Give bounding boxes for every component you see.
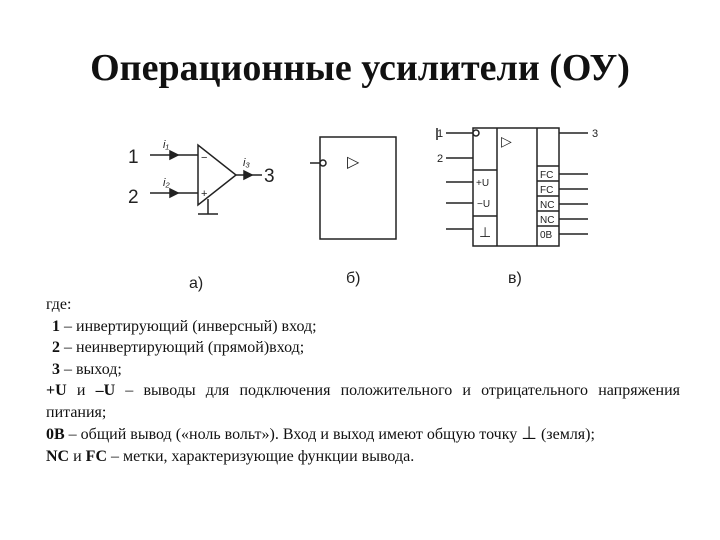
label-plus-u: +U	[476, 178, 490, 189]
legend-6-term-b: FC	[85, 447, 107, 465]
minus-sign: −	[201, 152, 208, 164]
input1-arrow	[170, 151, 178, 159]
label-fc2: FC	[540, 185, 554, 196]
pin1-bubble	[473, 130, 479, 136]
label-0b: 0B	[540, 230, 553, 241]
pin-label-c2: 2	[437, 153, 444, 165]
legend-5-text: – общий вывод («ноль вольт»). Вход и выход имеют общую точку	[64, 426, 522, 443]
opamp-box	[320, 137, 396, 239]
diagram-b	[310, 137, 396, 239]
legend-intro: где:	[46, 296, 72, 313]
label-nc2: NC	[540, 215, 555, 226]
caption-b: б)	[346, 270, 361, 287]
opamp-symbol-b: ▷	[347, 154, 360, 171]
legend-4-term-a: +U	[46, 382, 67, 399]
legend-4-text: – выводы для подключения положительного и отрицательного напряжения питания;	[46, 382, 680, 421]
pin-label-c1: 1	[437, 128, 444, 140]
legend-line-5	[46, 423, 680, 446]
legend-3-text: – выход;	[60, 360, 122, 378]
legend-line-1	[46, 316, 680, 338]
label-minus-u: −U	[477, 199, 491, 210]
current-label-i3: i₃	[243, 157, 250, 169]
label-nc1: NC	[540, 200, 555, 211]
caption-c: в)	[508, 270, 522, 287]
legend-4-mid: и	[66, 382, 96, 399]
inverting-bubble	[320, 160, 326, 166]
slide-title: Операционные усилители (ОУ)	[90, 47, 630, 89]
legend-2-text: – неинвертирующий (прямой)вход;	[60, 339, 305, 356]
legend	[46, 294, 680, 467]
legend-line-4	[46, 380, 680, 423]
output-arrow	[244, 171, 252, 179]
diagram-c	[437, 128, 588, 246]
legend-line-2	[46, 337, 680, 359]
input2-arrow	[170, 189, 178, 197]
pin-label-c3: 3	[592, 128, 599, 140]
current-label-i1: i₁	[163, 139, 169, 151]
label-ground: ⊥	[479, 224, 492, 240]
legend-6-term-a: NC	[46, 447, 70, 465]
pin-label-2: 2	[128, 187, 139, 208]
opamp-symbol-c: ▷	[501, 133, 512, 149]
plus-sign: +	[201, 188, 208, 200]
legend-5-tail: (земля);	[536, 426, 595, 443]
caption-a: а)	[189, 275, 204, 292]
legend-line-6	[46, 446, 680, 468]
legend-3-term: 3	[52, 360, 60, 378]
legend-6-text: – метки, характеризующие функции вывода.	[107, 447, 415, 465]
legend-2-term: 2	[52, 339, 60, 356]
legend-4-term-b: –U	[95, 382, 116, 399]
pin-label-3: 3	[264, 166, 275, 187]
legend-1-term: 1	[52, 317, 60, 335]
current-label-i2: i₂	[163, 177, 170, 189]
ground-symbol-icon: ⊥	[521, 423, 537, 444]
legend-1-text: – инвертирующий (инверсный) вход;	[60, 317, 317, 335]
label-fc1: FC	[540, 170, 554, 181]
pin-label-1: 1	[128, 147, 139, 168]
legend-6-mid: и	[69, 447, 86, 465]
legend-line-3	[46, 359, 680, 381]
legend-5-term: 0В	[46, 426, 65, 443]
